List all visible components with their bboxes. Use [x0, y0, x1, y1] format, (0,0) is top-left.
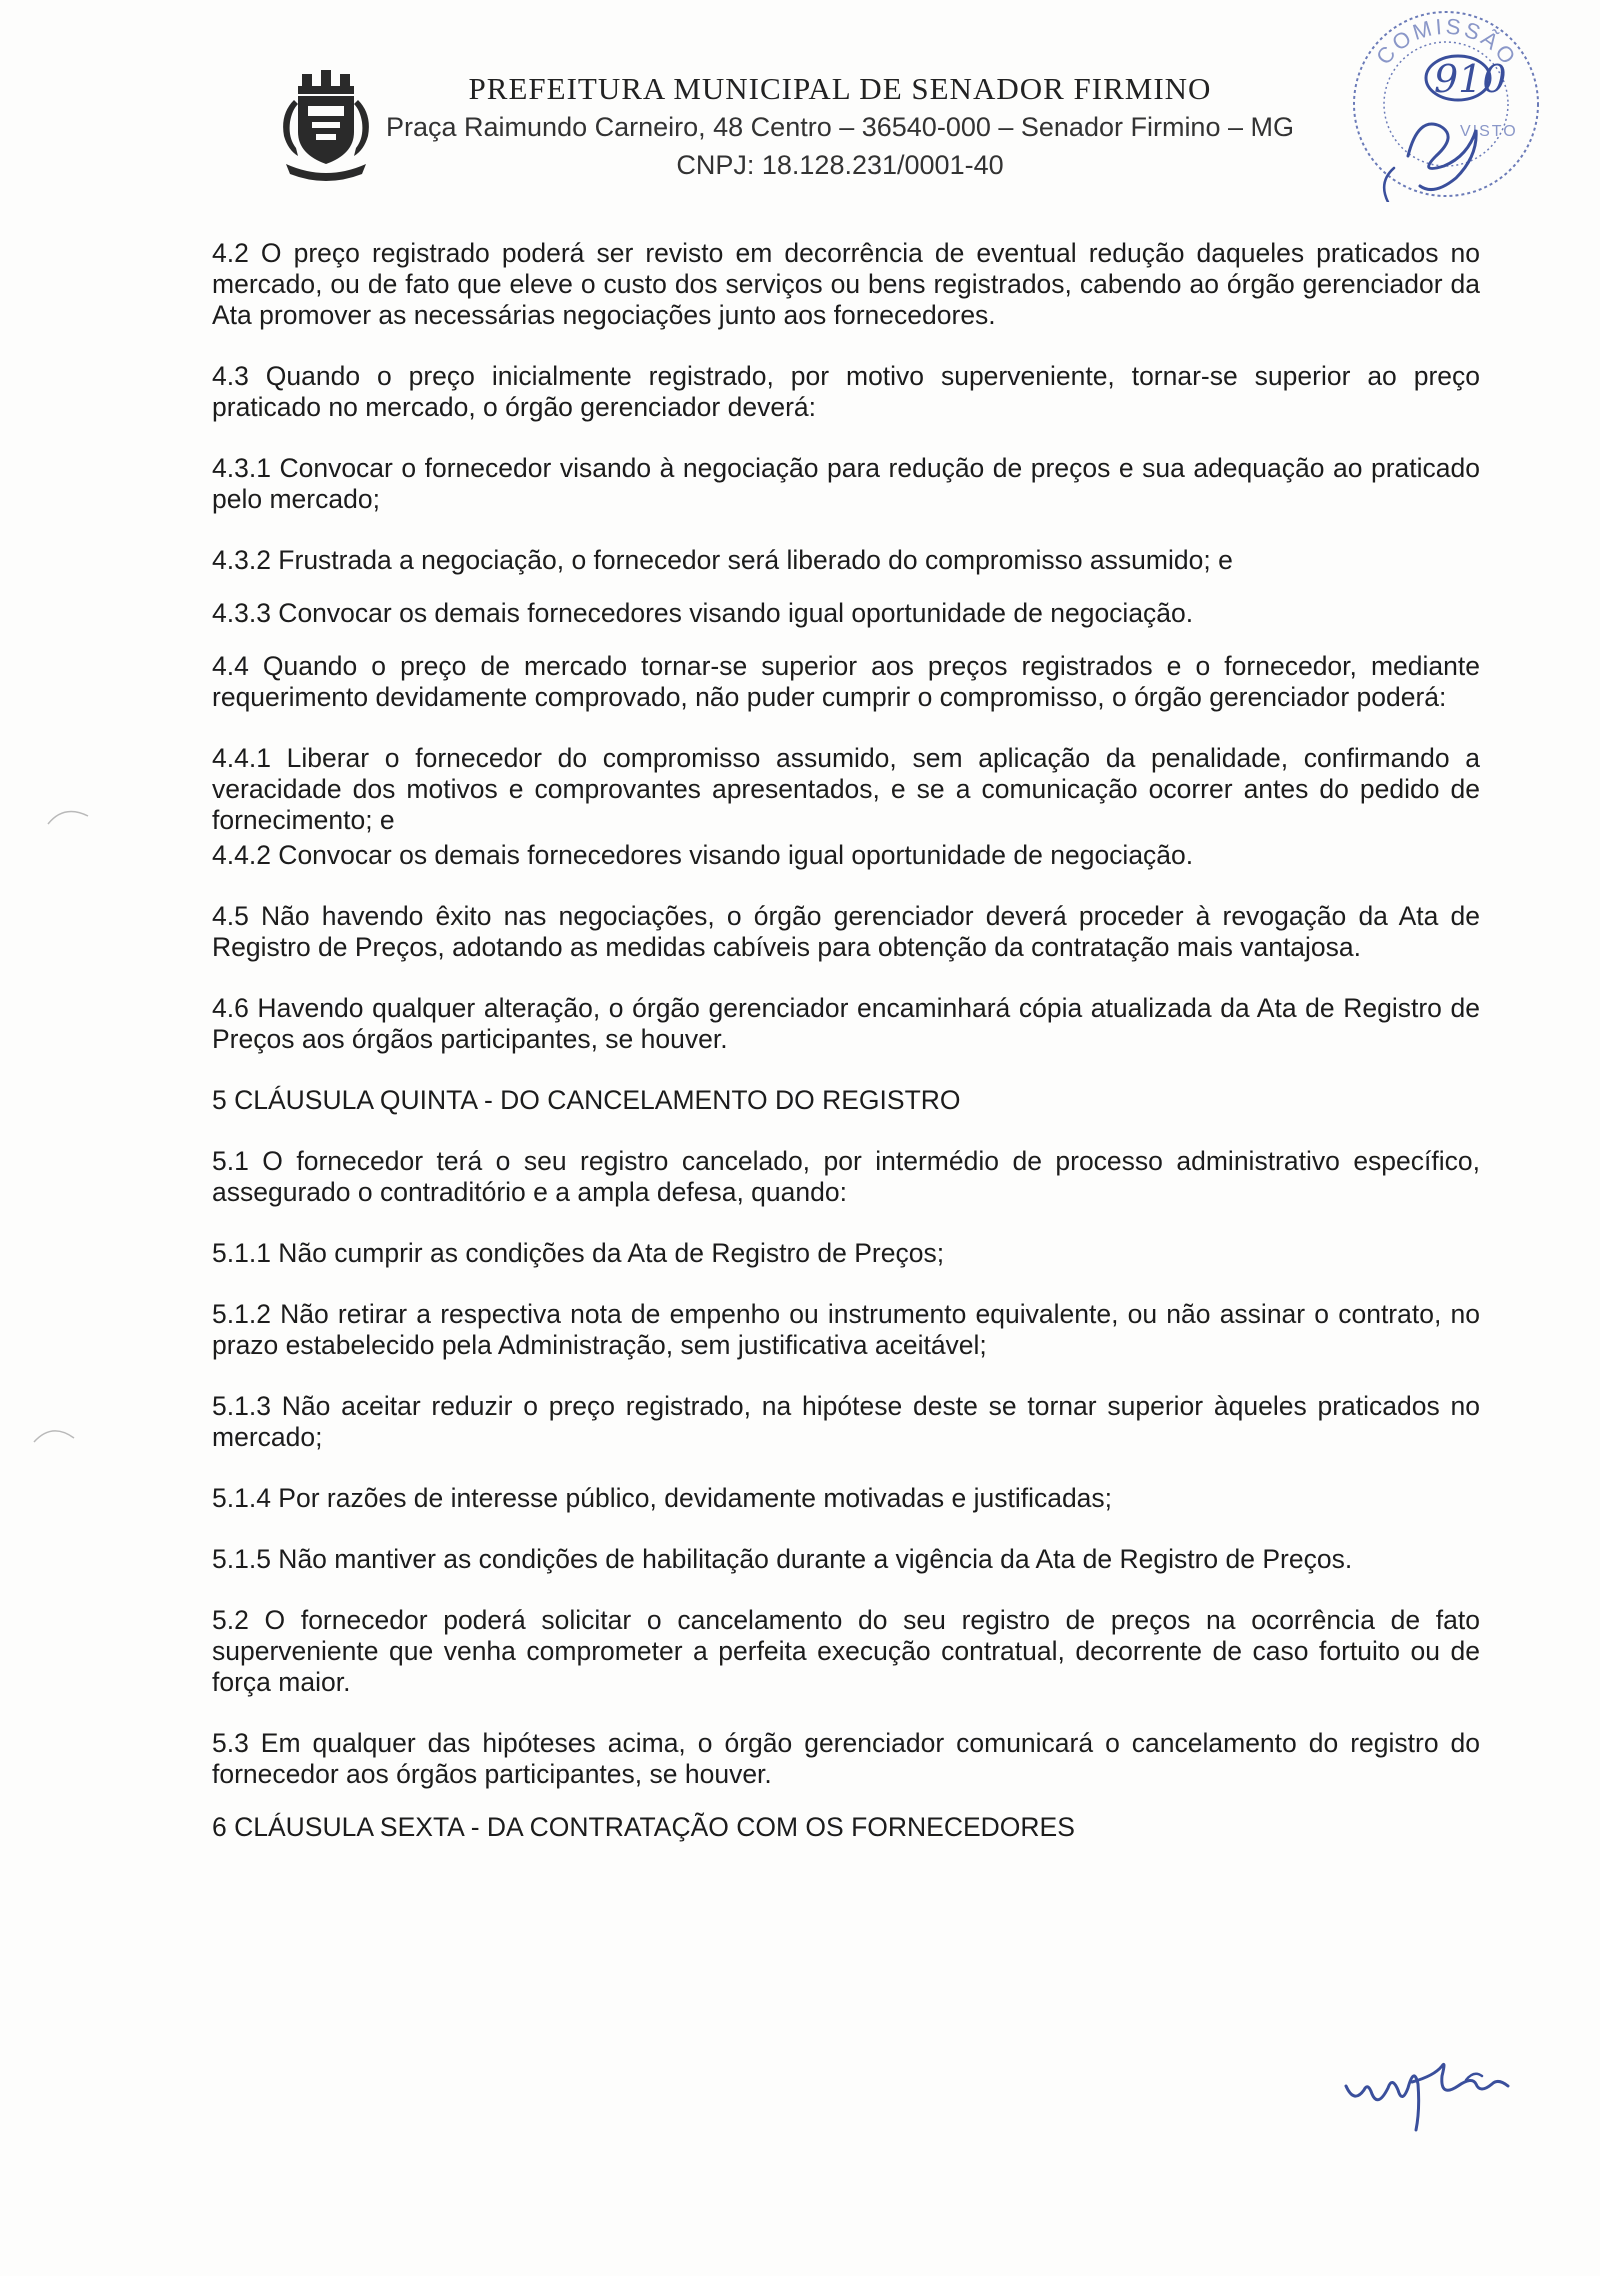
stamp-inner-label: VISTO: [1460, 123, 1518, 140]
clause-4-3-1: 4.3.1 Convocar o fornecedor visando à negociação para redução de preços e sua adequação ao praticado pelo mercado;: [212, 453, 1480, 514]
clause-4-6: 4.6 Havendo qualquer alteração, o órgão gerenciador encaminhará cópia atualizada da Ata de Registro de Preços aos órgãos participantes, se houver.: [212, 993, 1480, 1054]
clause-4-5: 4.5 Não havendo êxito nas negociações, o órgão gerenciador deverá proceder à revogação da Ata de Registro de Preços, adotando as medidas cabíveis para obtenção da contratação mais vantajosa.: [212, 901, 1480, 962]
clause-5-1-4: 5.1.4 Por razões de interesse público, devidamente motivadas e justificadas;: [212, 1483, 1113, 1513]
section-5-heading: 5 CLÁUSULA QUINTA - DO CANCELAMENTO DO REGISTRO: [212, 1085, 961, 1115]
clause-5-3: 5.3 Em qualquer das hipóteses acima, o órgão gerenciador comunicará o cancelamento do registro do fornecedor aos órgãos participantes, se houver.: [212, 1728, 1480, 1789]
document-body: [212, 238, 1480, 1843]
clause-4-3-2: 4.3.2 Frustrada a negociação, o fornecedor será liberado do compromisso assumido; e: [212, 545, 1233, 575]
letterhead-cnpj: CNPJ: 18.128.231/0001-40: [676, 150, 1004, 180]
clause-4-2: 4.2 O preço registrado poderá ser revisto em decorrência de eventual redução daqueles praticados no mercado, ou de fato que eleve o custo dos serviços ou bens registrados, cabendo ao órgão gerenciador da Ata promover as necessárias negociações junto aos fornecedores.: [212, 238, 1480, 330]
letterhead-title: PREFEITURA MUNICIPAL DE SENADOR FIRMINO: [468, 71, 1212, 106]
clause-5-1: 5.1 O fornecedor terá o seu registro cancelado, por intermédio de processo administrativo específico, assegurado o contraditório e a ampla defesa, quando:: [212, 1146, 1480, 1207]
clause-5-2: 5.2 O fornecedor poderá solicitar o cancelamento do seu registro de preços na ocorrência de fato superveniente que venha comprometer a perfeita execução contratual, decorrente de caso fortuito ou de força maior.: [212, 1605, 1480, 1697]
clause-5-1-2: 5.1.2 Não retirar a respectiva nota de empenho ou instrumento equivalente, ou não assinar o contrato, no prazo estabelecido pela Administração, sem justificativa aceitável;: [212, 1299, 1480, 1360]
clause-4-4-2: 4.4.2 Convocar os demais fornecedores visando igual oportunidade de negociação.: [212, 840, 1194, 870]
clause-4-4-1: 4.4.1 Liberar o fornecedor do compromisso assumido, sem aplicação da penalidade, confirmando a veracidade dos motivos e comprovantes apresentados, e se a comunicação ocorrer antes do pedido de fornecimento; e: [212, 743, 1480, 835]
section-6-heading: 6 CLÁUSULA SEXTA - DA CONTRATAÇÃO COM OS FORNECEDORES: [212, 1812, 1075, 1842]
clause-4-4: 4.4 Quando o preço de mercado tornar-se superior aos preços registrados e o fornecedor, mediante requerimento devidamente comprovado, não puder cumprir o compromisso, o órgão gerenciador poderá:: [212, 651, 1480, 712]
margin-mark-icon: [44, 800, 94, 830]
clause-5-1-1: 5.1.1 Não cumprir as condições da Ata de Registro de Preços;: [212, 1238, 945, 1268]
letterhead: [340, 70, 1340, 184]
commission-stamp-icon: [1348, 6, 1544, 202]
clause-4-3-3: 4.3.3 Convocar os demais fornecedores visando igual oportunidade de negociação.: [212, 598, 1194, 628]
clause-5-1-3: 5.1.3 Não aceitar reduzir o preço registrado, na hipótese deste se tornar superior àqueles praticados no mercado;: [212, 1391, 1480, 1452]
stamp-ring-text: COMISSÃO: [1371, 13, 1523, 72]
margin-mark-icon: [30, 1420, 80, 1450]
clause-4-3: 4.3 Quando o preço inicialmente registrado, por motivo superveniente, tornar-se superior ao preço praticado no mercado, o órgão gerenciador deverá:: [212, 361, 1480, 422]
stamp-number: 910: [1434, 57, 1507, 101]
clause-5-1-5: 5.1.5 Não mantiver as condições de habilitação durante a vigência da Ata de Registro de Preços.: [212, 1544, 1353, 1574]
handwritten-initials-icon: [1338, 2046, 1518, 2136]
letterhead-address: Praça Raimundo Carneiro, 48 Centro – 36540-000 – Senador Firmino – MG: [386, 112, 1294, 142]
